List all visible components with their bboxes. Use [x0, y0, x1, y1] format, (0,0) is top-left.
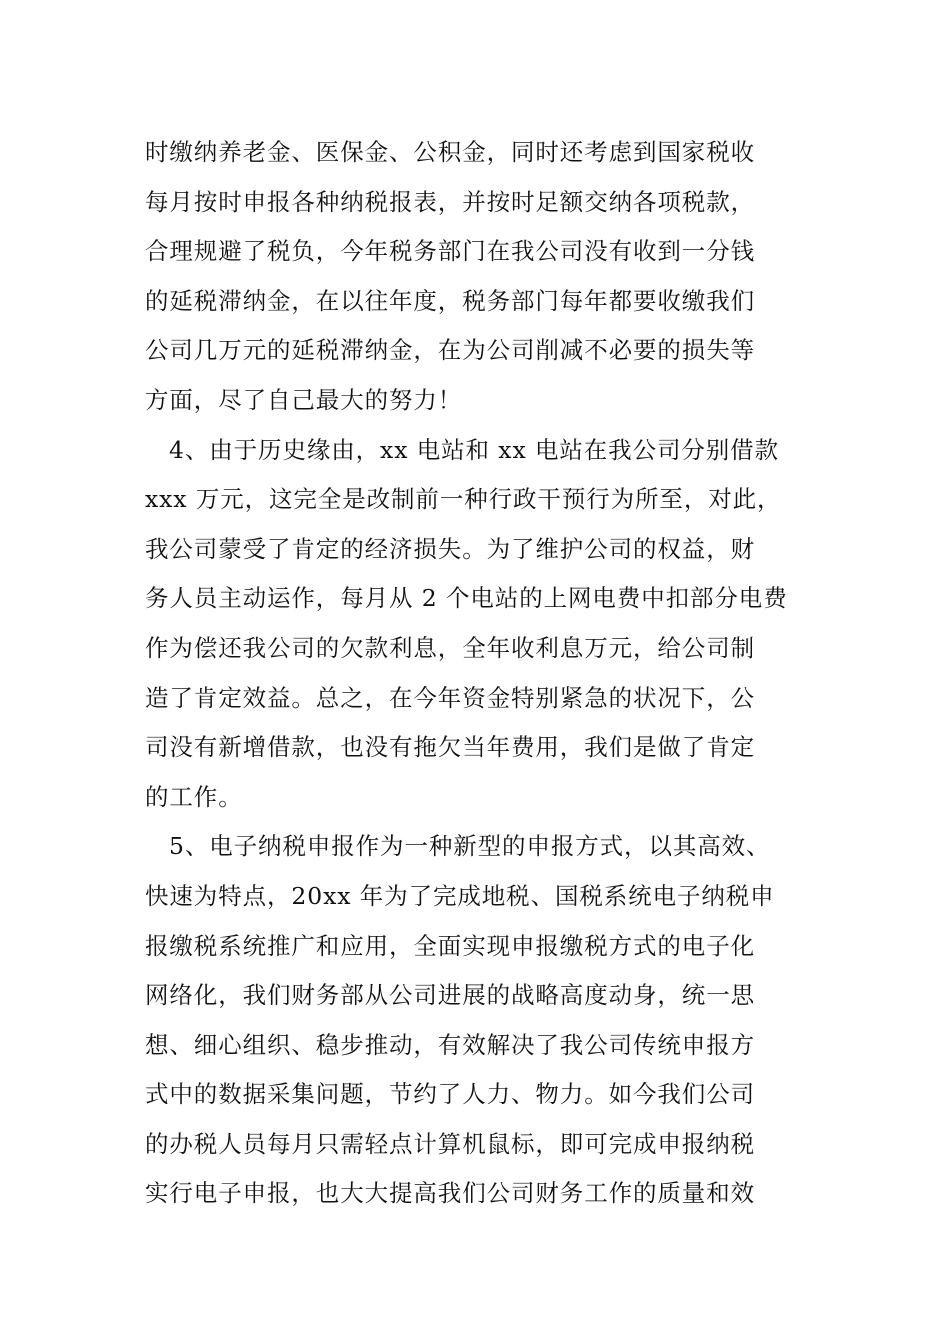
- paragraph-4-first-line: 4、由于历史缘由，xx 电站和 xx 电站在我公司分别借款: [169, 435, 779, 464]
- text-line: 时缴纳养老金、医保金、公积金，同时还考虑到国家税收: [145, 138, 755, 166]
- text-line: 方面，尽了自己最大的努力！: [145, 385, 463, 414]
- text-line: 我公司蒙受了肯定的经济损失。为了维护公司的权益，财: [145, 534, 755, 563]
- text-line: 报缴税系统推广和应用，全面实现申报缴税方式的电子化: [145, 931, 755, 960]
- text-line: 司没有新增借款，也没有拖欠当年费用，我们是做了肯定: [145, 733, 755, 762]
- paragraph-5-first-line: 5、电子纳税申报作为一种新型的申报方式，以其高效、: [169, 832, 771, 861]
- text-line: 造了肯定效益。总之，在今年资金特别紧急的状况下，公: [145, 683, 755, 712]
- text-line: 公司几万元的延税滞纳金，在为公司削减不必要的损失等: [145, 336, 755, 365]
- text-line: 式中的数据采集问题，节约了人力、物力。如今我们公司: [145, 1080, 755, 1109]
- text-line: xxx 万元，这完全是改制前一种行政干预行为所至，对此，: [145, 485, 782, 514]
- text-line: 的办税人员每月只需轻点计算机鼠标，即可完成申报纳税: [145, 1129, 755, 1158]
- text-line: 的延税滞纳金，在以往年度，税务部门每年都要收缴我们: [145, 286, 755, 315]
- body-text: [145, 128, 815, 1219]
- text-line: 网络化，我们财务部从公司进展的战略高度动身，统一思: [145, 981, 755, 1010]
- text-line: 快速为特点，20xx 年为了完成地税、国税系统电子纳税申: [145, 881, 775, 910]
- text-line: 务人员主动运作，每月从 2 个电站的上网电费中扣部分电费: [145, 584, 788, 613]
- text-line: 的工作。: [145, 782, 243, 811]
- text-line: 每月按时申报各种纳税报表，并按时足额交纳各项税款，: [145, 187, 755, 216]
- text-line: 作为偿还我公司的欠款利息，全年收利息万元，给公司制: [145, 633, 755, 662]
- text-line: 想、细心组织、稳步推动，有效解决了我公司传统申报方: [145, 1030, 755, 1059]
- text-line: 实行电子申报，也大大提高我们公司财务工作的质量和效: [145, 1179, 755, 1208]
- text-line: 合理规避了税负，今年税务部门在我公司没有收到一分钱: [145, 237, 755, 266]
